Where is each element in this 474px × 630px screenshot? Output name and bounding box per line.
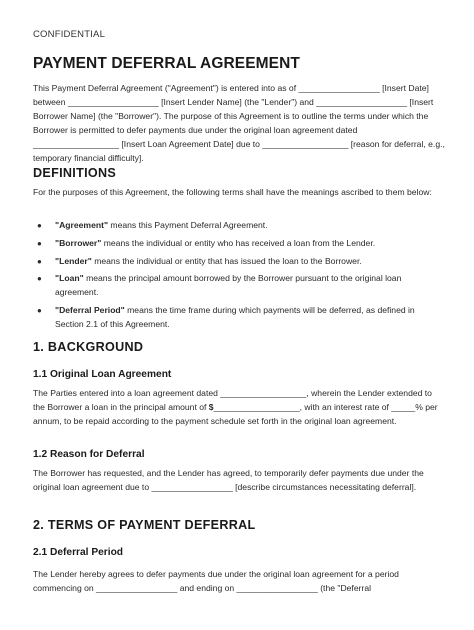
document-title: PAYMENT DEFERRAL AGREEMENT xyxy=(33,55,300,72)
confidential-label: CONFIDENTIAL xyxy=(33,29,106,40)
bullet-icon: ● xyxy=(37,239,42,248)
definition-term: "Lender" xyxy=(55,256,92,266)
original-loan-paragraph xyxy=(33,387,445,429)
original-loan-text-a: The Parties entered into a loan agreement dated __________________, wherein the Lender extended to the Borrower a loan in the principal amount of xyxy=(33,388,432,412)
definition-text: means the individual or entity who has received a loan from the Lender. xyxy=(101,238,376,248)
deferral-period-paragraph: The Lender hereby agrees to defer payments due under the original loan agreement for a period commencing on _________________ and ending on _________________ (the "Deferral xyxy=(33,569,399,593)
definition-text: means the principal amount borrowed by the Borrower pursuant to the original loan agreement. xyxy=(55,273,402,297)
deferral-period-heading: 2.1 Deferral Period xyxy=(33,547,124,558)
definitions-lead: For the purposes of this Agreement, the following terms shall have the meanings ascribed to them below: xyxy=(33,187,432,197)
reason-heading: 1.2 Reason for Deferral xyxy=(33,449,145,460)
definition-term: "Loan" xyxy=(55,273,84,283)
intro-paragraph: This Payment Deferral Agreement ("Agreement") is entered into as of _________________ [Insert Date] between ___________________ [Insert Lender Name] (the "Lender") and ___________________ [Insert Borrower Name] (the "Borrower"). The purpose of this Agreement is to outline the terms under which the Borrower is permitted to defer payments due under the original loan agreement dated __________________ [Insert Loan Agreement Date] due to __________________ [reason for deferral, e.g., temporary financial difficulty]. xyxy=(33,83,445,163)
definition-term: "Borrower" xyxy=(55,238,102,248)
terms-heading: 2. TERMS OF PAYMENT DEFERRAL xyxy=(33,518,256,532)
definition-text: means the time frame during which payments will be deferred, as defined in Section 2.1 of this Agreement. xyxy=(55,305,415,329)
definition-term: "Deferral Period" xyxy=(55,305,125,315)
reason-paragraph: The Borrower has requested, and the Lender has agreed, to temporarily defer payments due under the original loan agreement due to _________________ [describe circumstances necessitating deferral]. xyxy=(33,468,424,492)
bullet-icon: ● xyxy=(37,306,42,315)
definition-text: means this Payment Deferral Agreement. xyxy=(108,220,268,230)
original-loan-heading: 1.1 Original Loan Agreement xyxy=(33,369,172,380)
dollar-sign: $ xyxy=(208,401,214,412)
definitions-heading: DEFINITIONS xyxy=(33,166,117,180)
background-heading: 1. BACKGROUND xyxy=(33,340,144,354)
definition-text: means the individual or entity that has issued the loan to the Borrower. xyxy=(91,256,362,266)
bullet-icon: ● xyxy=(37,257,42,266)
definition-term: "Agreement" xyxy=(55,220,109,230)
original-loan-text-c: __________________, with an interest rate of _____% per annum, to be repaid according to the payment schedule set forth in the original loan agreement. xyxy=(33,401,438,426)
bullet-icon: ● xyxy=(37,221,42,230)
bullet-icon: ● xyxy=(37,274,42,283)
